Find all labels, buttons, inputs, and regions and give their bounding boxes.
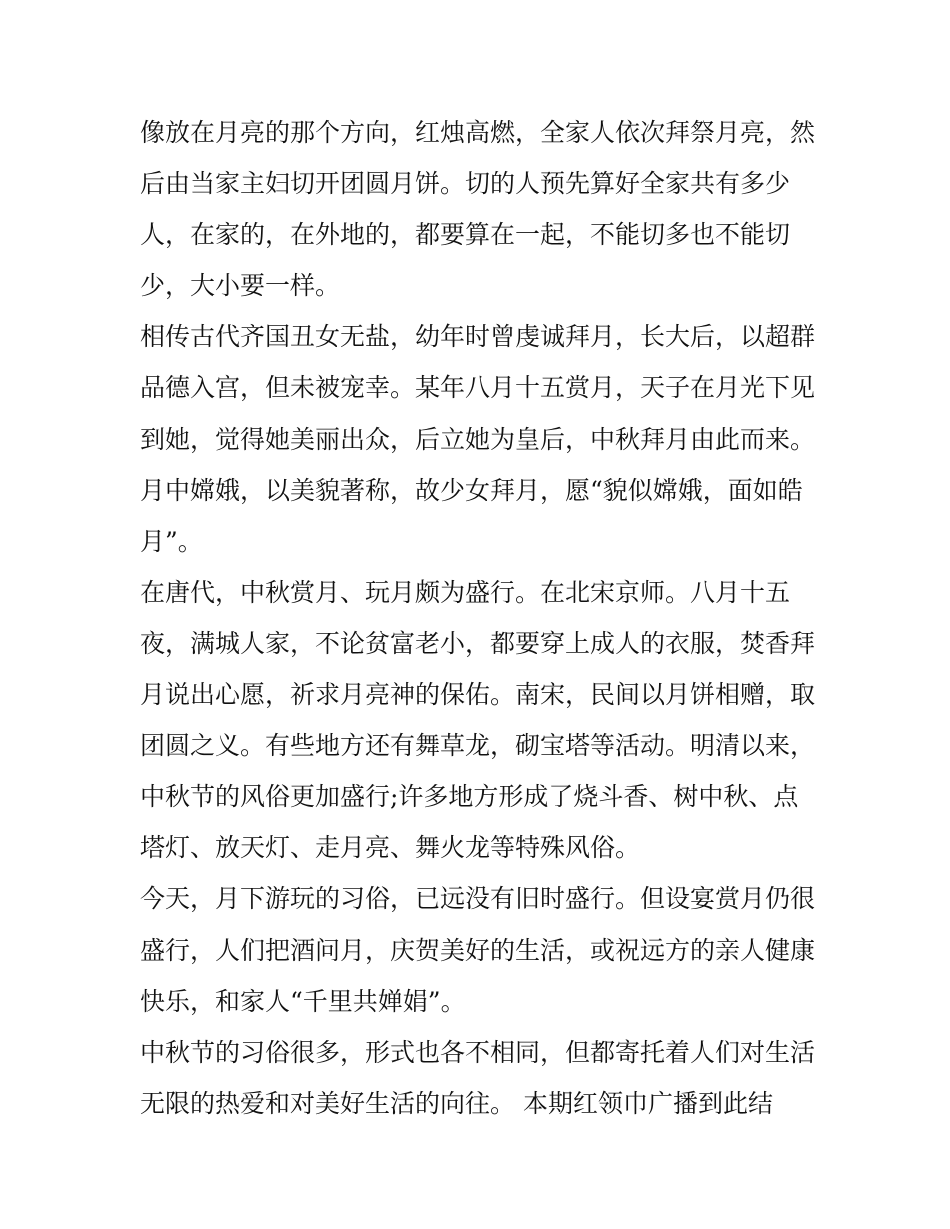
text-line: 中秋节的习俗很多，形式也各不相同，但都寄托着人们对生活 <box>140 1037 816 1067</box>
text-line: 人，在家的，在外地的，都要算在一起，不能切多也不能切 <box>140 220 791 250</box>
text-line: 后由当家主妇切开团圆月饼。切的人预先算好全家共有多少 <box>140 169 791 199</box>
text-line: 月中嫦娥，以美貌著称，故少女拜月，愿“貌似嫦娥，面如皓 <box>140 475 803 505</box>
text-line: 中秋节的风俗更加盛行;许多地方形成了烧斗香、树中秋、点 <box>140 782 799 812</box>
paragraph-historical-customs <box>140 567 830 874</box>
text-line: 团圆之义。有些地方还有舞草龙，砌宝塔等活动。明清以来， <box>140 731 816 761</box>
paragraph-worship-moon-ritual <box>140 107 830 311</box>
paragraph-wuyan-legend <box>140 311 830 566</box>
text-line: 少，大小要一样。 <box>140 271 341 301</box>
text-line: 今天，月下游玩的习俗，已远没有旧时盛行。但设宴赏月仍很 <box>140 884 816 914</box>
text-line: 在唐代，中秋赏月、玩月颇为盛行。在北宋京师。八月十五 <box>140 577 791 607</box>
text-line: 像放在月亮的那个方向，红烛高燃，全家人依次拜祭月亮，然 <box>140 118 816 147</box>
text-line: 塔灯、放天灯、走月亮、舞火龙等特殊风俗。 <box>140 833 641 863</box>
text-line: 到她，觉得她美丽出众，后立她为皇后，中秋拜月由此而来。 <box>140 424 816 454</box>
text-line: 品德入宫，但未被宠幸。某年八月十五赏月，天子在月光下见 <box>140 373 816 403</box>
text-line: 月”。 <box>140 526 203 556</box>
text-line: 月说出心愿，祈求月亮神的保佑。南宋，民间以月饼相赠，取 <box>140 680 816 710</box>
body-text <box>140 107 830 1129</box>
paragraph-modern-customs <box>140 873 830 1026</box>
paragraph-closing <box>140 1027 830 1129</box>
text-line: 相传古代齐国丑女无盐，幼年时曾虔诚拜月，长大后，以超群 <box>140 322 816 352</box>
text-line: 无限的热爱和对美好生活的向往。 本期红领巾广播到此结 <box>140 1088 773 1118</box>
text-line: 盛行，人们把酒问月，庆贺美好的生活，或祝远方的亲人健康 <box>140 935 816 965</box>
text-line: 夜，满城人家，不论贫富老小，都要穿上成人的衣服，焚香拜 <box>140 628 816 658</box>
text-line: 快乐，和家人“千里共婵娟”。 <box>140 986 466 1016</box>
